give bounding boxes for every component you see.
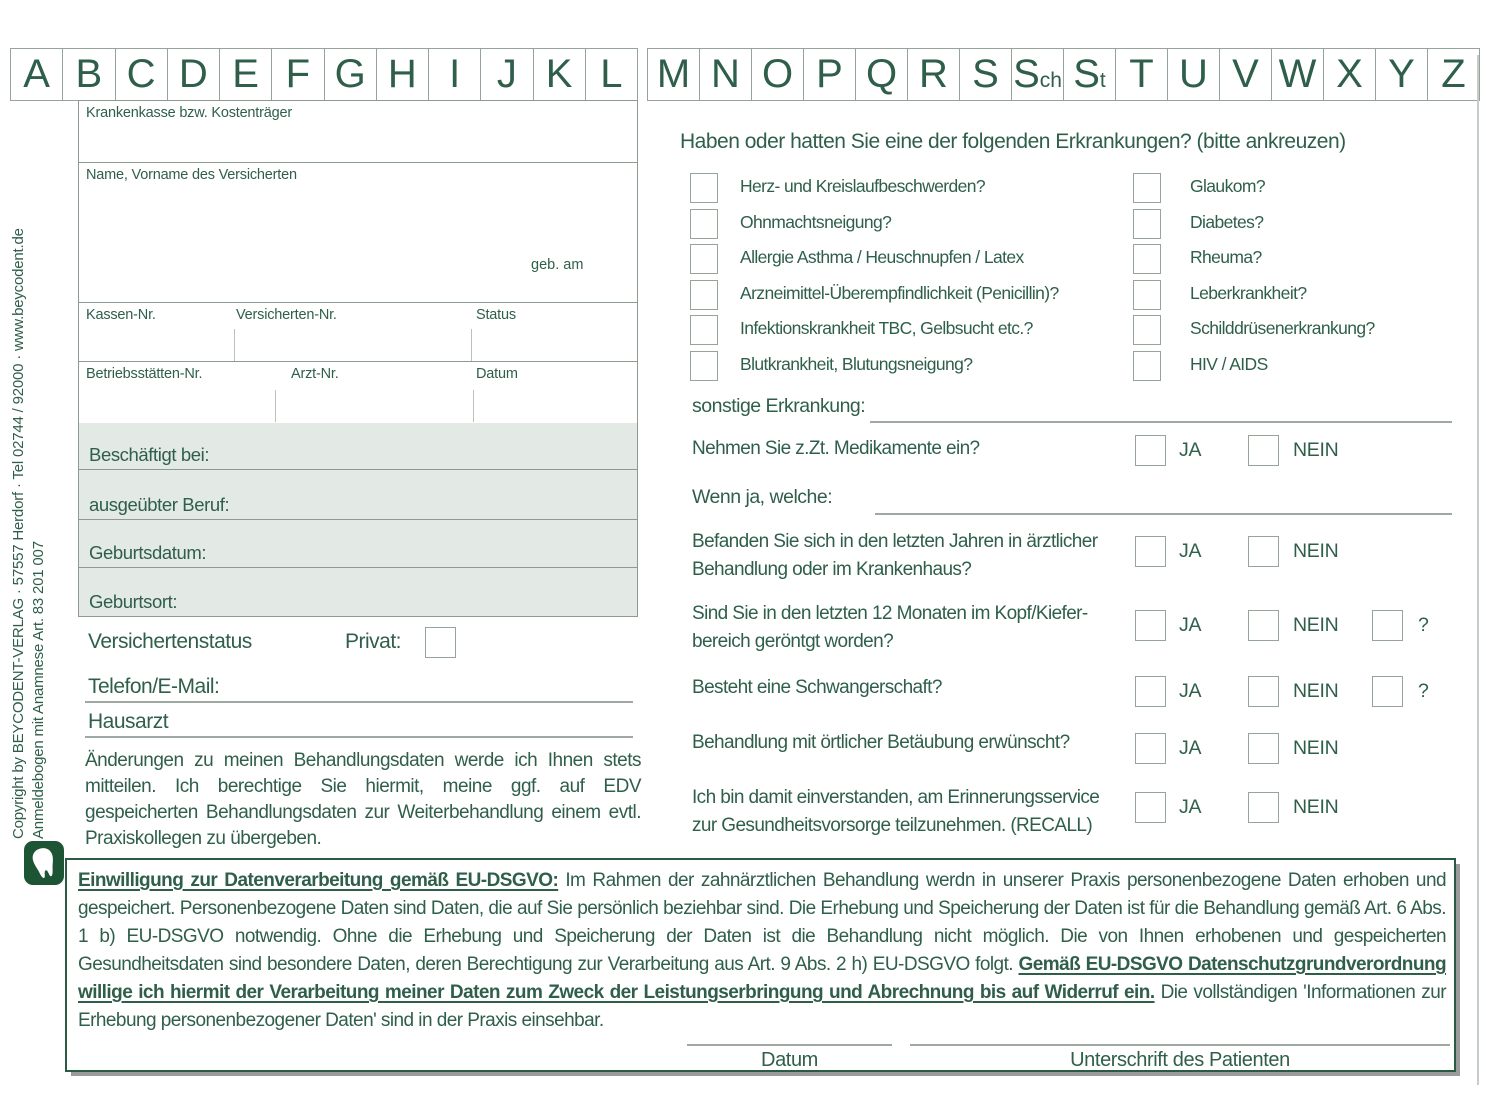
tab-letter: I [449,52,461,96]
tab-letter: X [1336,52,1363,96]
unterschrift-signature-line[interactable] [910,1044,1450,1046]
question-3-ja-label: JA [1179,680,1202,702]
question-4-nein-checkbox[interactable] [1248,733,1279,764]
hausarzt-input-line[interactable] [85,736,633,738]
tab-l[interactable] [585,48,638,101]
disease-label: Arzneimittel-Überempfindlichkeit (Penicillin)? [740,282,1059,303]
disease-label: Diabetes? [1190,211,1264,232]
field-geburtsort[interactable] [79,568,637,616]
column-tick [275,390,276,422]
tab-letter: C [126,52,156,96]
tab-letter: W [1278,52,1317,96]
tab-letter: K [545,52,573,96]
tab-letter: R [919,52,948,96]
wenn-ja-label: Wenn ja, welche: [692,486,833,508]
question-0-ja-checkbox[interactable] [1135,435,1166,466]
datum-signature-label: Datum [761,1049,818,1071]
disease-label: Schilddrüsenerkrankung? [1190,318,1375,338]
field-ausgeuebter-beruf[interactable] [79,470,637,520]
question-row-2 [692,600,1462,670]
question-4-ja-checkbox[interactable] [1135,733,1166,764]
field-beschaeftigt-bei[interactable] [79,423,637,470]
tab-g[interactable] [324,48,377,101]
disease-label: Herz- und Kreislaufbeschwerden? [740,176,986,196]
privat-checkbox[interactable] [425,627,456,658]
tab-letter: L [600,52,623,96]
tab-letter: H [387,52,417,96]
card-row-krankenkasse[interactable] [79,101,637,163]
tab-letter-suffix: t [1099,69,1106,92]
hausarzt-label: Hausarzt [88,710,169,733]
geburtsort-label: Geburtsort: [89,591,178,612]
card-row-betriebsstaette[interactable] [79,362,637,423]
tab-row-left [10,48,638,101]
tab-h[interactable] [376,48,429,101]
question-text: Nehmen Sie z.Zt. Medikamente ein? [692,438,980,459]
question-row-4 [692,729,1462,769]
tab-e[interactable] [219,48,272,101]
dsgvo-lead-bold: Einwilligung zur Datenverarbeitung gemäß EU-DSGVO: [78,870,559,891]
ausgeuebter-beruf-label: ausgeübter Beruf: [89,494,230,515]
column-tick [471,329,472,361]
question-1-ja-label: JA [1179,540,1202,562]
disease-label: Infektionskrankheit TBC, Gelbsucht etc.? [740,318,1033,338]
question-0-nein-checkbox[interactable] [1248,435,1279,466]
unterschrift-signature-label: Unterschrift des Patienten [1070,1049,1290,1071]
tab-i[interactable] [428,48,481,101]
tab-letter: V [1232,52,1259,96]
disease-label: Ohnmachtsneigung? [740,211,892,232]
tab-letter: Y [1388,52,1415,96]
question-4-ja-label: JA [1179,737,1202,759]
question-2-unknown-checkbox[interactable] [1372,610,1403,641]
geb-am-label: geb. am [531,257,584,273]
tab-letter: U [1179,52,1208,96]
versichertenstatus-label: Versichertenstatus [88,630,252,653]
question-2-nein-label: NEIN [1293,614,1339,636]
betriebsstaetten-nr-label: Betriebsstätten-Nr. [86,366,203,382]
anamnese-heading: Haben oder hatten Sie eine der folgenden Erkrankungen? (bitte ankreuzen) [680,130,1346,153]
tab-letter: J [496,52,517,96]
krankenkasse-label: Krankenkasse bzw. Kostenträger [86,105,292,121]
tab-letter: O [761,52,794,96]
question-5-ja-label: JA [1179,796,1202,818]
datum-signature-line[interactable] [687,1044,892,1046]
tab-f[interactable] [271,48,324,101]
disease-label: Leberkrankheit? [1190,282,1307,303]
question-row-0 [692,435,1462,475]
question-3-nein-label: NEIN [1293,680,1339,702]
tab-letter: S [1013,52,1040,96]
dsgvo-body-2: Die vollständigen 'Informationen zur Erhebung personenbezogener Daten' sind in der Praxis einsehbar. [78,982,1446,1031]
tab-letter-suffix: ch [1039,69,1062,92]
tab-c[interactable] [115,48,168,101]
tab-letter: F [285,52,311,96]
telefon-email-input-line[interactable] [85,701,633,703]
tab-letter: M [656,52,691,96]
privat-label: Privat: [345,630,402,653]
tab-a[interactable] [10,48,63,101]
status-label: Status [476,307,516,323]
question-3-nein-checkbox[interactable] [1248,676,1279,707]
dsgvo-consent-bold: Gemäß EU-DSGVO Datenschutzgrundverordnung willige ich hiermit der Verarbeitung meiner Daten zum Zweck der Leistungserbringung und Abrechnung bis auf Widerruf ein. [78,954,1447,1003]
question-5-ja-checkbox[interactable] [1135,792,1166,823]
tab-letter: G [334,52,366,96]
question-list [692,0,1462,860]
tab-b[interactable] [62,48,115,101]
question-text: zur Gesundheitsvorsorge teilzunehmen. (RECALL) [692,815,1093,836]
question-2-ja-checkbox[interactable] [1135,610,1166,641]
telefon-email-label: Telefon/E-Mail: [88,675,220,698]
card-row-name[interactable] [79,163,637,303]
question-text: Behandlung oder im Krankenhaus? [692,559,972,580]
question-text: Behandlung mit örtlicher Betäubung erwünscht? [692,732,1070,753]
question-row-3 [692,674,1462,714]
versicherten-nr-label: Versicherten-Nr. [236,307,337,323]
page-edge-line [1477,55,1479,1085]
question-1-ja-checkbox[interactable] [1135,536,1166,567]
tab-letter: A [23,52,50,96]
question-row-5 [692,784,1462,854]
behandlungsdaten-note: Änderungen zu meinen Behandlungsdaten werde ich Ihnen stets mitteilen. Ich berechtige Sie hiermit, meine ggf. auf EDV gespeicherten Behandlungsdaten zur Weiterbehandlung einem evtl. Praxiskollegen zu übergeben. [85,750,641,849]
personal-data-block [78,423,638,617]
datum-label: Datum [476,366,518,382]
geburtsdatum-label: Geburtsdatum: [89,542,207,563]
question-row-1 [692,528,1462,598]
question-0-ja-label: JA [1179,439,1202,461]
question-3-ja-checkbox[interactable] [1135,676,1166,707]
tab-k[interactable] [533,48,586,101]
tab-letter: S [1073,52,1100,96]
tab-letter: D [178,52,208,96]
disease-label: HIV / AIDS [1190,353,1268,374]
question-text: Sind Sie in den letzten 12 Monaten im Kopf/Kiefer- [692,603,1088,624]
tab-letter: N [711,52,740,96]
question-3-unknown-checkbox[interactable] [1372,676,1403,707]
tab-j[interactable] [480,48,533,101]
tab-letter: B [75,52,103,96]
question-1-nein-checkbox[interactable] [1248,536,1279,567]
question-2-nein-checkbox[interactable] [1248,610,1279,641]
question-5-nein-checkbox[interactable] [1248,792,1279,823]
question-text: Ich bin damit einverstanden, am Erinnerungsservice [692,787,1100,808]
beschaeftigt-bei-label: Beschäftigt bei: [89,444,210,465]
disease-label: Rheuma? [1190,247,1262,267]
beycodent-tooth-logo [23,840,65,886]
arzt-nr-label: Arzt-Nr. [291,366,339,382]
name-versicherter-label: Name, Vorname des Versicherten [86,167,297,183]
sonstige-erkrankung-label: sonstige Erkrankung: [692,395,866,417]
tab-letter: Q [865,52,898,96]
dsgvo-consent-box [65,858,1456,1072]
question-2-unknown-label: ? [1418,614,1429,636]
product-imprint: Anmeldebogen mit Anamnese Art. 83 201 007 [30,541,47,839]
tab-letter: P [816,52,843,96]
question-5-nein-label: NEIN [1293,796,1339,818]
kassen-nr-label: Kassen-Nr. [86,307,156,323]
disease-label: Glaukom? [1190,176,1265,196]
disease-label: Allergie Asthma / Heuschnupfen / Latex [740,247,1024,267]
tab-letter: Z [1441,52,1466,96]
tab-letter: S [972,52,999,96]
dsgvo-body-1: Im Rahmen der zahnärztlichen Behandlung werdn in unserer Praxis personenbezogene Daten erhoben und gespeichert. Personenbezogene Daten sind Daten, die auf Sie persönlich beziehbar sind. Die Erhebung und Speicherung der Daten ist für die Behandlung gemäß Art. 6 Abs. 1 b) EU-DSGVO notwendig. Ohne die Erhebung und Speicherung der Daten ist die Behandlung nicht möglich. Die von Ihnen erhobenen und gespeicherten Gesundheitsdaten sind besondere Daten, deren Berechtigung zur Verarbeitung aus Art. 9 Abs. 2 h) EU-DSGVO folgt. [78,870,1446,975]
question-2-ja-label: JA [1179,614,1202,636]
tab-letter: E [232,52,259,96]
question-text: bereich geröntgt worden? [692,631,894,652]
field-geburtsdatum[interactable] [79,520,637,568]
question-0-nein-label: NEIN [1293,439,1339,461]
tab-letter: T [1129,52,1154,96]
question-1-nein-label: NEIN [1293,540,1339,562]
dsgvo-consent-text [78,867,1446,1035]
disease-label: Blutkrankheit, Blutungsneigung? [740,353,973,374]
insurance-card-block [78,100,638,424]
question-4-nein-label: NEIN [1293,737,1339,759]
tab-d[interactable] [167,48,220,101]
copyright-imprint: Copyright by BEYCODENT-VERLAG · 57557 Herdorf · Tel 02744 / 92000 · www.beycodent.de [10,228,27,839]
question-3-unknown-label: ? [1418,680,1429,702]
card-row-kassennr[interactable] [79,303,637,362]
question-text: Befanden Sie sich in den letzten Jahren in ärztlicher [692,531,1098,552]
question-text: Besteht eine Schwangerschaft? [692,677,942,698]
column-tick [234,329,235,361]
column-tick [473,390,474,422]
